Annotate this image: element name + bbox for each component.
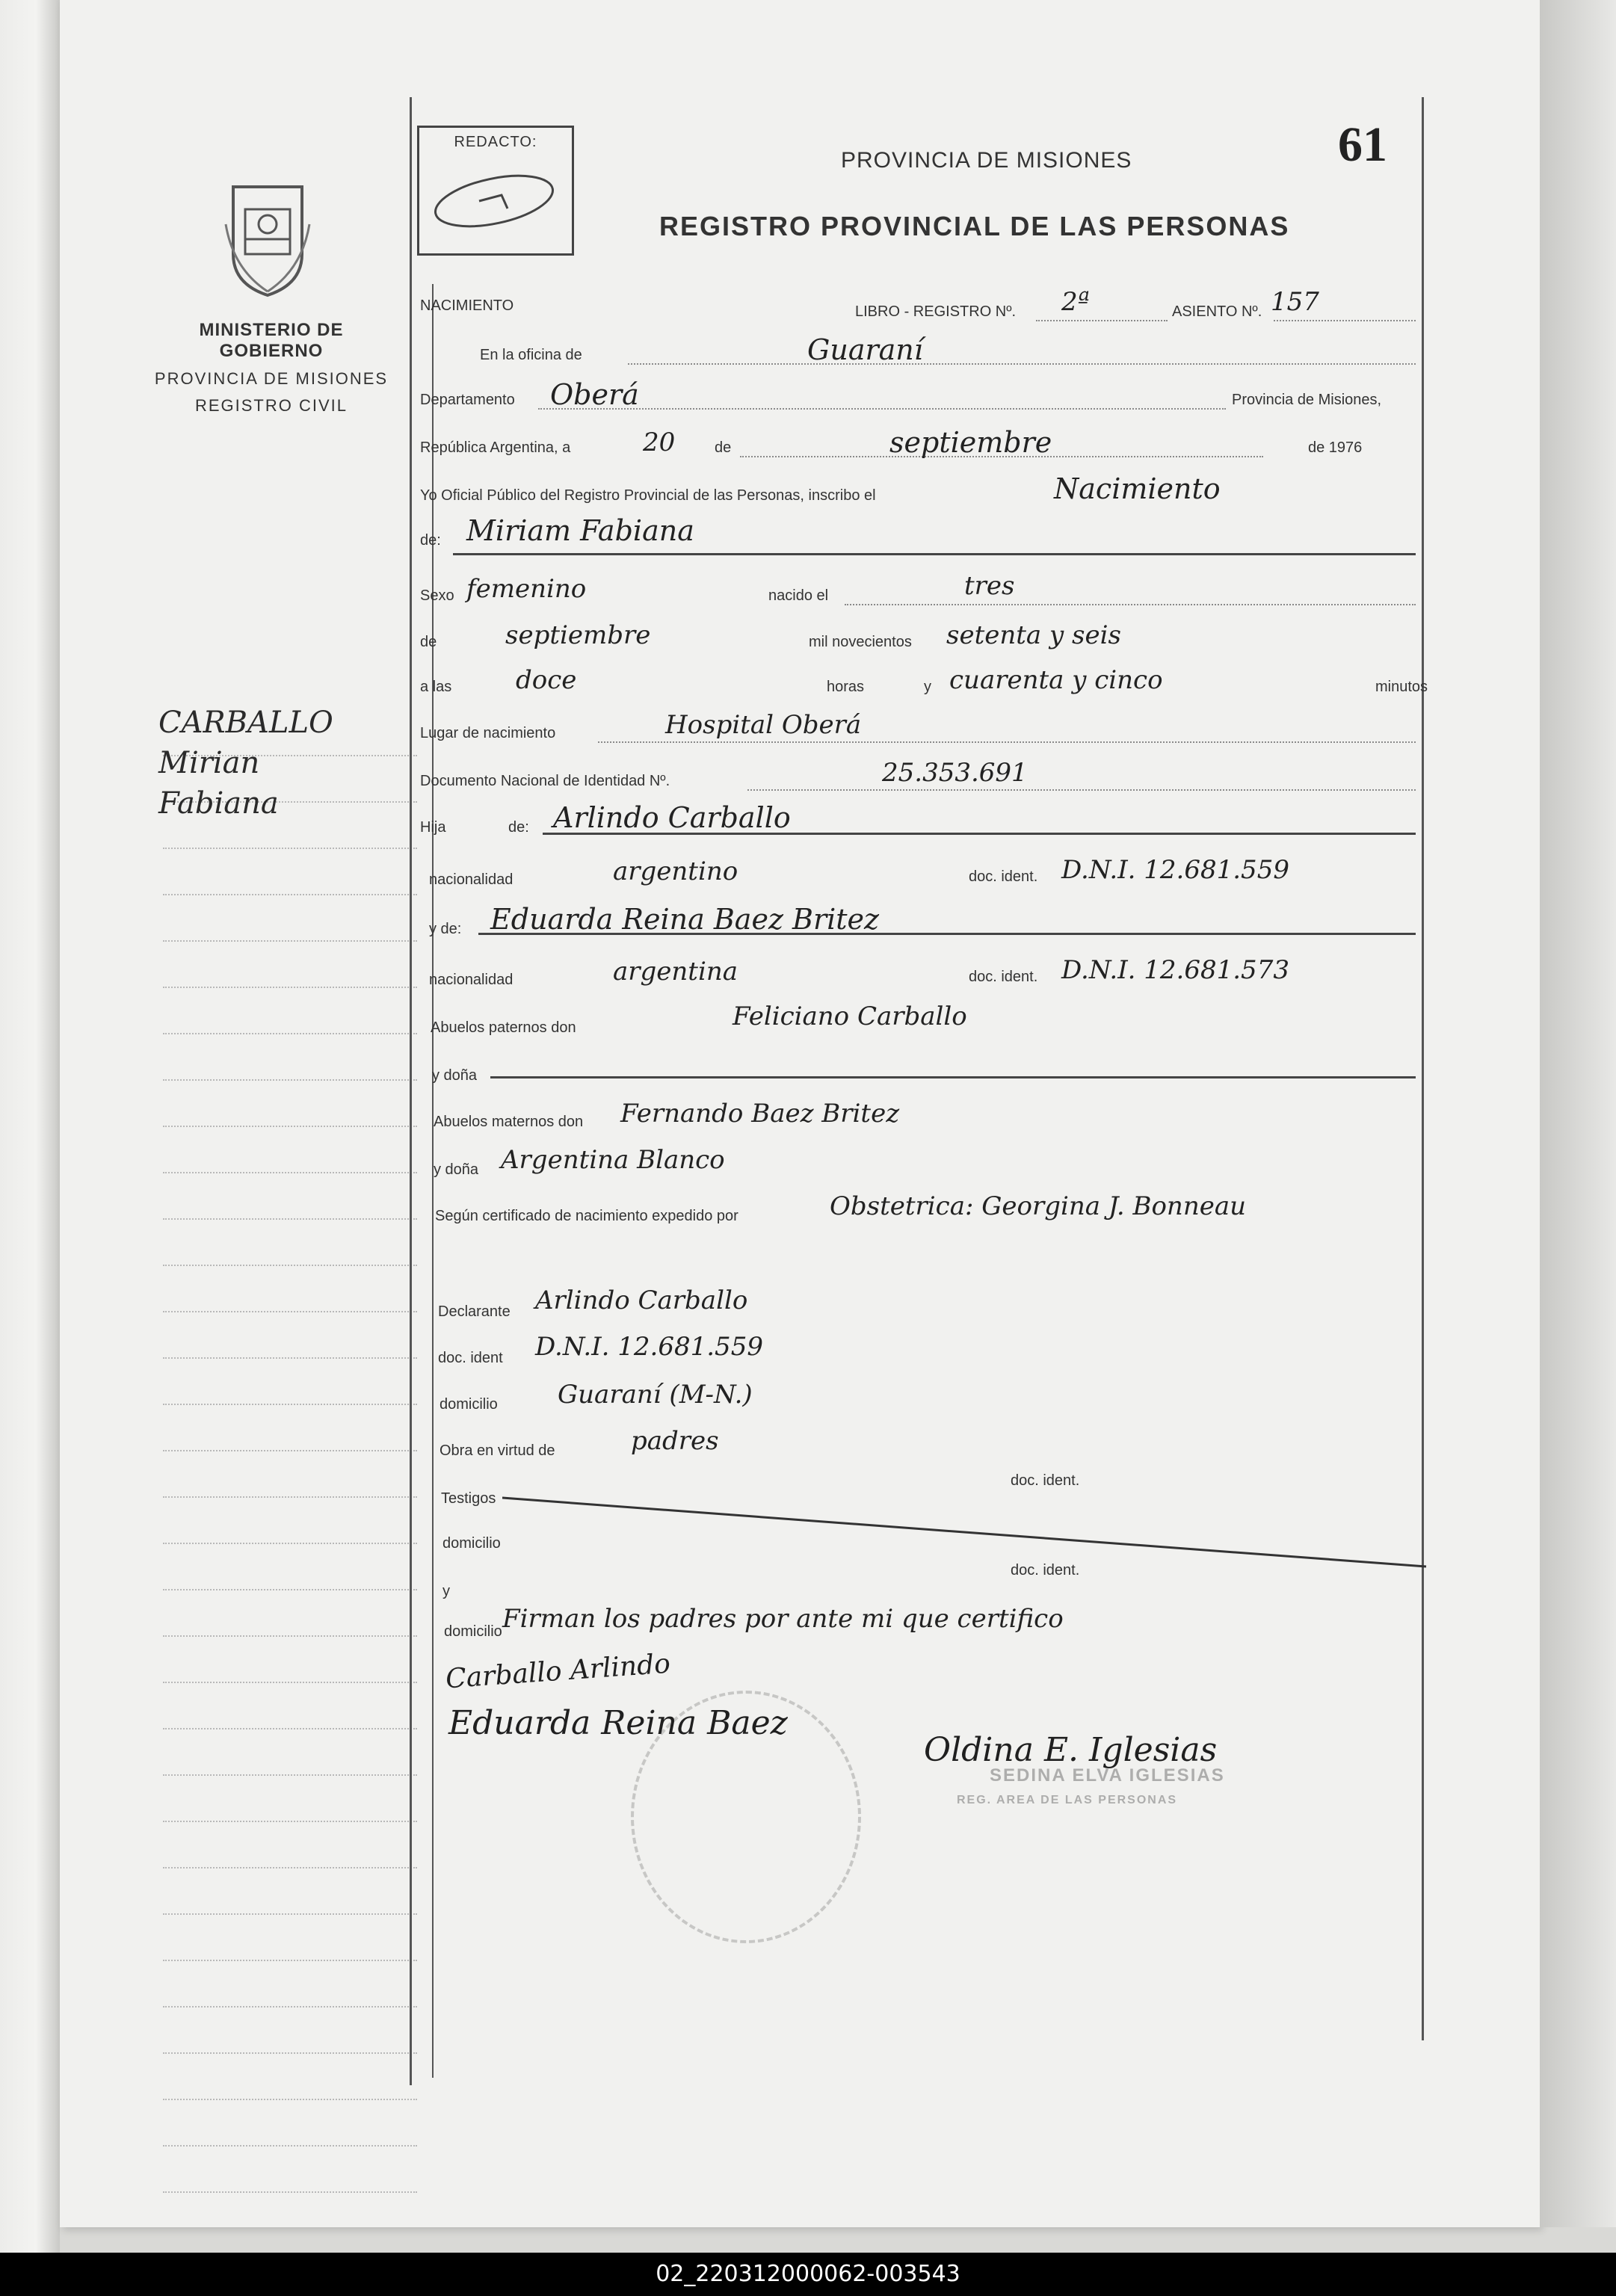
father-value: Arlindo Carballo — [553, 801, 791, 834]
departamento-label: Departamento — [420, 392, 515, 408]
margin-ruled-line — [163, 1126, 417, 1127]
provincia-label: Provincia de Misiones, — [1232, 392, 1382, 408]
hija-label: Hija — [420, 819, 446, 836]
republica-de-label: de — [715, 439, 732, 456]
redacto-initials-mark — [419, 156, 572, 253]
alas-label: a las — [420, 679, 452, 695]
oficina-line — [628, 363, 1416, 365]
mil-label: mil novecientos — [809, 634, 912, 650]
domicilio-value: Guaraní (M-N.) — [558, 1380, 753, 1410]
doc1-label: doc. ident. — [969, 868, 1038, 885]
ministry-name: MINISTERIO DE GOBIERNO — [199, 320, 344, 361]
margin-ruled-line — [163, 1033, 417, 1034]
nacionalidad1-label: nacionalidad — [429, 871, 514, 888]
docident-value: D.N.I. 12.681.559 — [535, 1332, 763, 1362]
margin-ruled-line — [163, 1172, 417, 1173]
margin-ruled-line — [163, 1357, 417, 1359]
obra-label: Obra en virtud de — [440, 1442, 555, 1459]
margin-ruled-line — [163, 848, 417, 849]
horas-value: doce — [516, 665, 577, 695]
child-name-rule — [453, 553, 1416, 555]
margin-ruled-line — [163, 1450, 417, 1451]
abuelos-maternos-value: Fernando Baez Britez — [620, 1099, 900, 1129]
registry-title: REGISTRO PROVINCIAL DE LAS PERSONAS — [659, 211, 1290, 241]
margin-ruled-line — [163, 2006, 417, 2008]
margin-ruled-line — [163, 1079, 417, 1081]
nacido-line — [845, 604, 1416, 605]
de3-label: de — [420, 634, 437, 650]
dni-label: Documento Nacional de Identidad Nº. — [420, 773, 670, 789]
nacionalidad2-value: argentina — [613, 957, 738, 987]
republica-label: República Argentina, a — [420, 439, 571, 456]
abuelos-paternos-value: Feliciano Carballo — [733, 1002, 967, 1031]
mil-value: setenta y seis — [946, 620, 1121, 650]
margin-ruled-line — [163, 1728, 417, 1729]
binding-left-edge — [0, 0, 60, 2296]
margin-ruled-line — [163, 1404, 417, 1405]
form-left-rule-inner — [432, 284, 434, 2078]
libro-line — [1036, 320, 1168, 321]
margin-ruled-line — [163, 1960, 417, 1961]
nacido-label: nacido el — [768, 587, 829, 604]
page-number: 61 — [1338, 117, 1387, 172]
declarante-value: Arlindo Carballo — [535, 1286, 748, 1315]
domicilio-label: domicilio — [440, 1396, 498, 1413]
coat-of-arms-icon — [218, 179, 317, 299]
lugar-label: Lugar de nacimiento — [420, 725, 556, 741]
margin-ruled-line — [163, 1496, 417, 1498]
y-dona1-rule — [490, 1076, 1416, 1078]
margin-ruled-line — [163, 894, 417, 895]
minutos-value: cuarenta y cinco — [949, 665, 1163, 695]
margin-first-name: Mirian — [158, 746, 260, 780]
month-value: septiembre — [505, 620, 651, 650]
testigos-label: Testigos — [441, 1490, 496, 1507]
y-dona2-label: y doña — [434, 1161, 479, 1178]
margin-ruled-line — [163, 1311, 417, 1312]
oficial-value: Nacimiento — [1054, 472, 1221, 505]
segun-value: Obstetrica: Georgina J. Bonneau — [830, 1191, 1246, 1221]
mother-rule — [478, 933, 1416, 935]
nacionalidad2-label: nacionalidad — [429, 972, 514, 988]
margin-ruled-line — [163, 2145, 417, 2147]
margin-ruled-line — [163, 940, 417, 942]
margin-ruled-line — [163, 2191, 417, 2193]
y2-label: y — [442, 1583, 450, 1599]
doc2-label: doc. ident. — [969, 969, 1038, 985]
doc2-value: D.N.I. 12.681.573 — [1061, 955, 1289, 985]
dni-line — [747, 789, 1416, 791]
province-heading: PROVINCIA DE MISIONES — [841, 148, 1132, 173]
libro-label: LIBRO - REGISTRO Nº. — [855, 303, 1017, 320]
docident-label: doc. ident — [438, 1350, 503, 1366]
declarante-label: Declarante — [438, 1303, 511, 1320]
ministry-block — [148, 320, 395, 416]
y-dona2-value: Argentina Blanco — [501, 1145, 725, 1175]
margin-ruled-line — [163, 1867, 417, 1868]
dni-value: 25.353.691 — [882, 758, 1028, 788]
year-label: de 1976 — [1308, 439, 1363, 456]
docident3-label: doc. ident. — [1011, 1562, 1080, 1578]
margin-ruled-line — [163, 1913, 417, 1915]
republica-month: septiembre — [889, 426, 1052, 459]
signature-officer: Oldina E. Iglesias — [924, 1731, 1218, 1769]
lugar-value: Hospital Oberá — [665, 710, 862, 740]
ministry-province: PROVINCIA DE MISIONES — [154, 369, 389, 388]
nacionalidad1-value: argentino — [613, 857, 738, 886]
margin-second-name: Fabiana — [158, 786, 279, 821]
abuelos-maternos-label: Abuelos maternos don — [434, 1114, 584, 1130]
horas-label: horas — [827, 679, 865, 695]
mother-value: Eduarda Reina Baez Britez — [490, 903, 880, 936]
oficial-label: Yo Oficial Público del Registro Provincial de las Personas, inscribo el — [420, 487, 876, 504]
nacimiento-label: NACIMIENTO — [420, 297, 514, 314]
margin-ruled-line — [163, 987, 417, 988]
officer-stamp-office: REG. AREA DE LAS PERSONAS — [957, 1794, 1178, 1806]
form-right-rule — [1422, 97, 1424, 2040]
asiento-line — [1274, 320, 1416, 321]
abuelos-paternos-label: Abuelos paternos don — [431, 1019, 576, 1036]
de2-label: de: — [420, 532, 441, 549]
minutos-label: minutos — [1375, 679, 1428, 695]
departamento-line — [538, 408, 1226, 410]
signature-father: Carballo Arlindo — [444, 1648, 672, 1695]
departamento-value: Oberá — [550, 378, 639, 411]
margin-name-note — [158, 703, 368, 824]
republica-day: 20 — [643, 428, 676, 457]
sexo-label: Sexo — [420, 587, 454, 604]
margin-ruled-line — [163, 1682, 417, 1683]
nacido-value: tres — [964, 571, 1015, 601]
doc1-value: D.N.I. 12.681.559 — [1061, 855, 1289, 885]
testigos-cancel-line — [502, 1492, 1429, 1574]
margin-ruled-line — [163, 1589, 417, 1590]
margin-ruled-line — [163, 2099, 417, 2100]
margin-ruled-line — [163, 1774, 417, 1776]
yde-label: y de: — [429, 921, 462, 937]
segun-label: Según certificado de nacimiento expedido por — [435, 1208, 738, 1224]
domicilio3-label: domicilio — [444, 1623, 502, 1640]
margin-ruled-line — [163, 1218, 417, 1220]
officer-stamp-name: SEDINA ELVA IGLESIAS — [990, 1765, 1225, 1786]
margin-surname: CARBALLO — [158, 706, 333, 740]
margin-ruled-line — [163, 1821, 417, 1822]
child-name-value: Miriam Fabiana — [466, 514, 694, 547]
libro-value: 2ª — [1061, 287, 1090, 317]
hija-de-label: de: — [508, 819, 529, 836]
firman-value: Firman los padres por ante mi que certifico — [502, 1604, 1064, 1634]
father-rule — [543, 833, 1416, 835]
redacto-box — [417, 126, 574, 256]
file-id-footer: 02_220312000062-003543 — [0, 2253, 1616, 2296]
margin-ruled-line — [163, 2052, 417, 2054]
form-left-rule — [410, 97, 412, 2085]
y-dona1-label: y doña — [432, 1067, 478, 1084]
docident2-label: doc. ident. — [1011, 1472, 1080, 1489]
obra-value: padres — [631, 1426, 719, 1456]
margin-ruled-line — [163, 1543, 417, 1544]
margin-ruled-line — [163, 1265, 417, 1266]
asiento-label: ASIENTO Nº. — [1172, 303, 1262, 320]
asiento-value: 157 — [1271, 287, 1319, 317]
oficina-value: Guaraní — [807, 333, 923, 366]
margin-ruled-line — [163, 1635, 417, 1637]
ministry-registry: REGISTRO CIVIL — [194, 396, 348, 415]
domicilio2-label: domicilio — [442, 1535, 501, 1552]
page-right-edge — [1540, 0, 1616, 2227]
lugar-line — [598, 741, 1416, 743]
redacto-label: REDACTO: — [454, 134, 537, 150]
signature-mother: Eduarda Reina Baez — [448, 1704, 788, 1742]
y-label: y — [924, 679, 931, 695]
sexo-value: femenino — [466, 574, 587, 604]
oficina-label: En la oficina de — [480, 347, 582, 363]
